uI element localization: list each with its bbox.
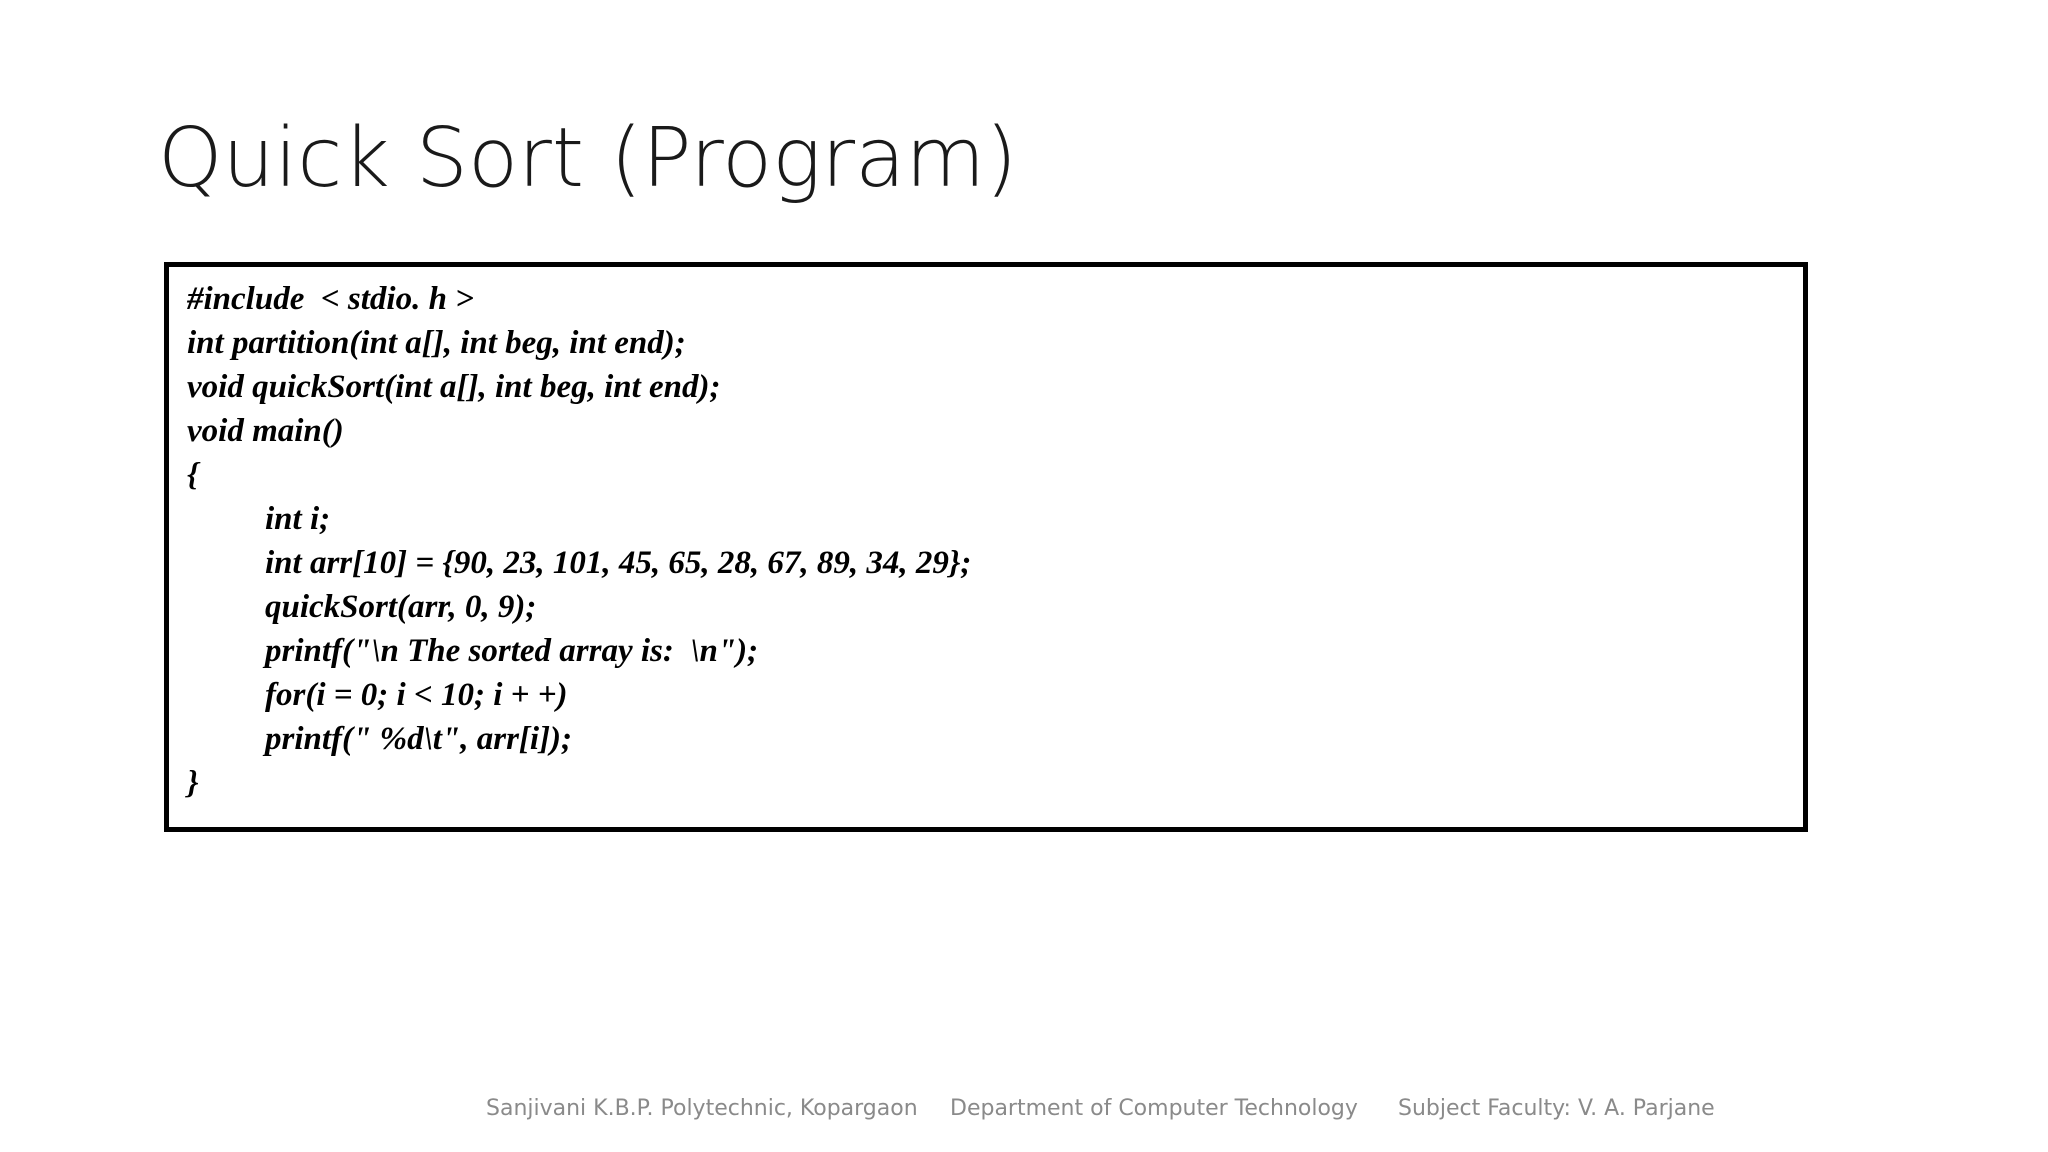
code-line-quicksort-decl: void quickSort(int a[], int beg, int end);: [187, 369, 721, 405]
footer-faculty: Subject Faculty: V. A. Parjane: [1398, 1096, 1715, 1121]
code-line-for-loop: for(i = 0; i < 10; i + +): [265, 677, 568, 713]
footer-institution: Sanjivani K.B.P. Polytechnic, Kopargaon: [486, 1096, 918, 1121]
code-line-partition-decl: int partition(int a[], int beg, int end);: [187, 325, 686, 361]
slide-title: Quick Sort (Program): [158, 111, 1018, 206]
code-line-array: int arr[10] = {90, 23, 101, 45, 65, 28, 67, 89, 34, 29};: [265, 545, 972, 581]
code-line-printf-header: printf("\n The sorted array is: \n");: [265, 633, 759, 669]
code-line-include: #include < stdio. h >: [187, 281, 474, 317]
code-line-open-brace: {: [187, 457, 199, 493]
code-line-main: void main(): [187, 413, 344, 449]
code-line-int-i: int i;: [265, 501, 331, 537]
code-line-printf-element: printf(" %d\t", arr[i]);: [265, 721, 573, 757]
footer-department: Department of Computer Technology: [950, 1096, 1358, 1121]
code-line-close-brace: }: [187, 765, 199, 801]
code-block: [164, 262, 1808, 832]
code-line-quicksort-call: quickSort(arr, 0, 9);: [265, 589, 537, 625]
